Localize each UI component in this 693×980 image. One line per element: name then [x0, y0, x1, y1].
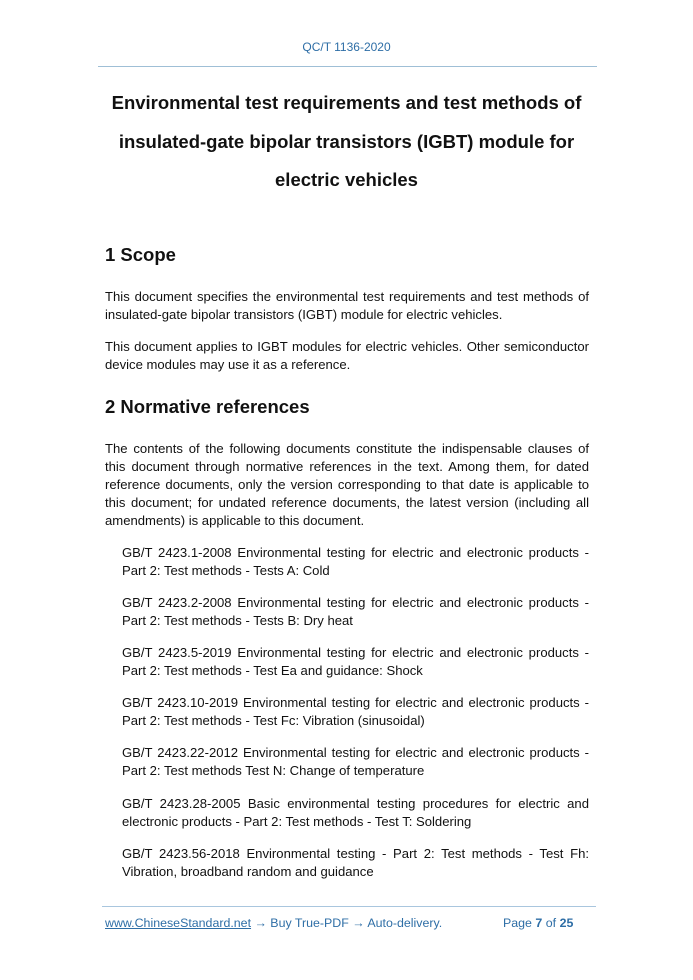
header-divider	[98, 66, 597, 67]
website-link[interactable]: www.ChineseStandard.net	[105, 916, 252, 930]
normative-references-paragraph: The contents of the following documents constitute the indispensable clauses of this document through normative references in the text. Among them, for dated reference documents, only the version corresponding to that date is applicable to this document; for undated reference documents, the latest version (including all amendments) is applicable to this document.	[105, 441, 589, 528]
section-heading-scope: 1 Scope	[105, 244, 176, 265]
reference-item: GB/T 2423.10-2019 Environmental testing for electric and electronic products - Part 2: Test methods - Test Fc: Vibration (sinusoidal)	[122, 695, 589, 728]
title-line: Environmental test requirements and test methods of	[111, 92, 582, 113]
document-code-header: QC/T 1136-2020	[302, 40, 391, 54]
reference-item: GB/T 2423.22-2012 Environmental testing for electric and electronic products - Part 2: Test methods Test N: Change of temperature	[122, 745, 589, 778]
reference-item: GB/T 2423.2-2008 Environmental testing for electric and electronic products - Part 2: Test methods - Tests B: Dry heat	[122, 595, 589, 628]
scope-paragraph: This document specifies the environmental test requirements and test methods of insulated-gate bipolar transistors (IGBT) module for electric vehicles.	[105, 289, 589, 322]
of-label: of	[545, 916, 557, 930]
total-pages-number: 25	[559, 916, 574, 930]
document-title	[90, 84, 603, 200]
current-page-number: 7	[535, 916, 543, 930]
footer-tagline: → Buy True-PDF → Auto-delivery.	[251, 916, 443, 930]
footer-divider	[102, 906, 596, 907]
reference-item: GB/T 2423.28-2005 Basic environmental testing procedures for electric and electronic products - Part 2: Test methods - Test T: Soldering	[122, 796, 589, 829]
reference-item: GB/T 2423.56-2018 Environmental testing - Part 2: Test methods - Test Fh: Vibration, broadband random and guidance	[122, 846, 589, 879]
title-line: insulated-gate bipolar transistors (IGBT) module for	[118, 130, 575, 152]
reference-item: GB/T 2423.1-2008 Environmental testing for electric and electronic products - Part 2: Test methods - Tests A: Cold	[122, 545, 589, 578]
title-line: electric vehicles	[275, 169, 418, 190]
scope-paragraph: This document applies to IGBT modules for electric vehicles. Other semiconductor device modules may use it as a reference.	[105, 339, 589, 372]
page-label: Page	[503, 916, 532, 930]
footer-promo	[105, 916, 442, 930]
page-indicator	[503, 916, 573, 930]
section-heading-normative-references: 2 Normative references	[105, 396, 310, 417]
reference-item: GB/T 2423.5-2019 Environmental testing for electric and electronic products - Part 2: Test methods - Test Ea and guidance: Shock	[122, 645, 589, 678]
